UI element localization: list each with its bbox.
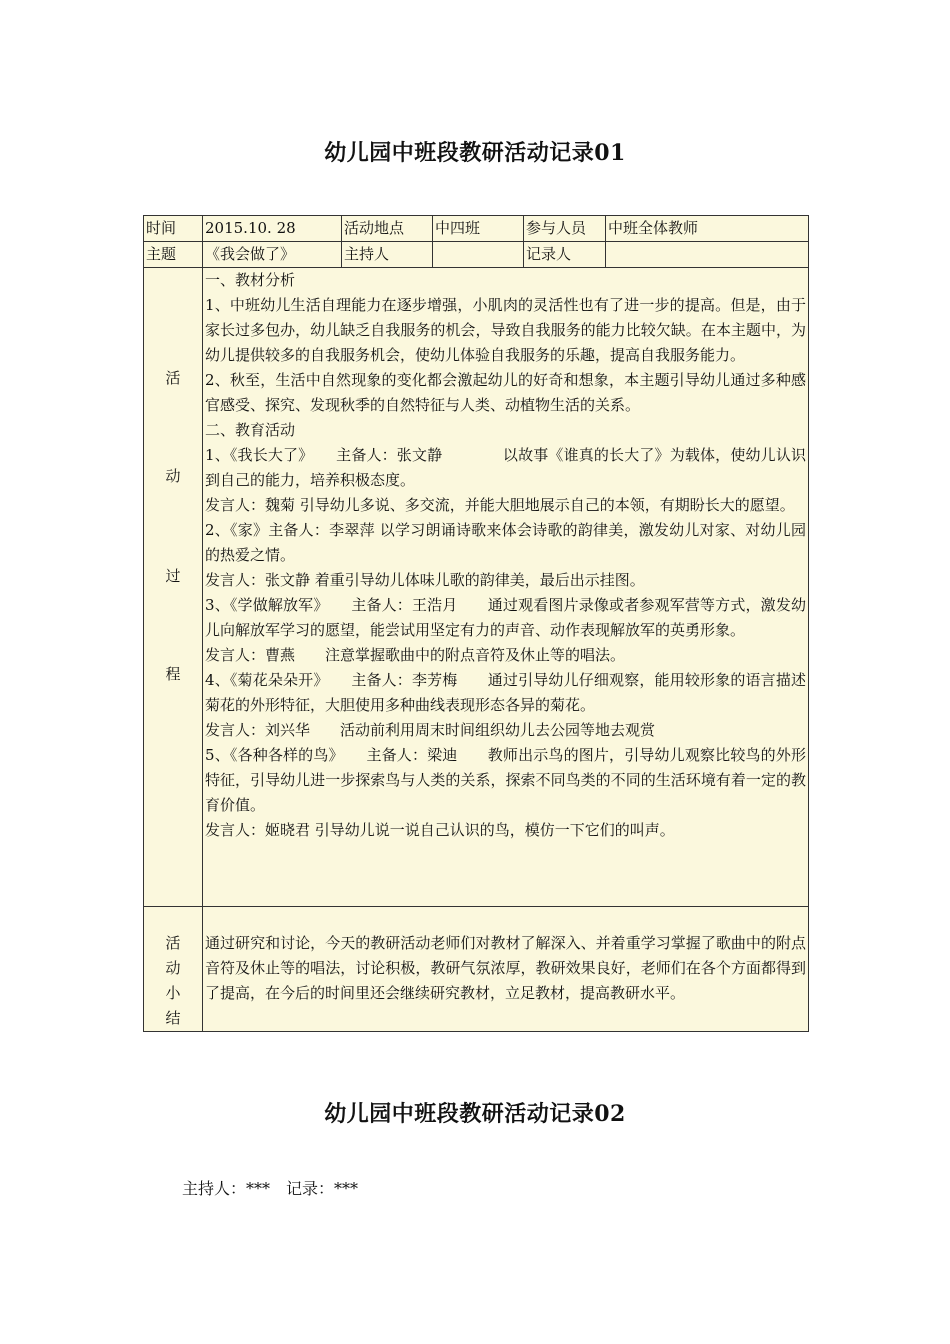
content-paragraph: 发言人：刘兴华 活动前利用周末时间组织幼儿去公园等地去观赏 (205, 721, 656, 739)
side-char: 活 (165, 934, 181, 952)
side-char: 结 (165, 1009, 181, 1027)
place-label: 活动地点 (342, 216, 433, 242)
host-value (433, 242, 524, 268)
recorder-value (606, 242, 809, 268)
table-row (144, 242, 809, 268)
host-recorder-line: 主持人：*** 记录：*** (182, 1179, 359, 1198)
content-paragraph: 二、教育活动 (205, 421, 296, 439)
time-label: 时间 (144, 216, 203, 242)
content-paragraph: 1、《我长大了》 主备人：张文静 以故事《谁真的长大了》为载体，使幼儿认识到自己的能力，培养积极态度。 (205, 446, 806, 489)
summary-side-label (144, 907, 203, 1032)
summary-content (203, 907, 809, 1032)
side-char: 活 (165, 369, 181, 387)
table-row (144, 216, 809, 242)
page-title: 幼儿园中班段教研活动记录01 (324, 140, 626, 166)
content-paragraph: 5、《各种各样的鸟》 主备人：梁迪 教师出示鸟的图片，引导幼儿观察比较鸟的外形特征，引导幼儿进一步探索鸟与人类的关系，探索不同鸟类的不同的生活环境有着一定的教育价值。 (205, 746, 806, 814)
side-char: 小 (165, 984, 181, 1002)
recorder-label: 记录人 (524, 242, 606, 268)
content-paragraph: 发言人：姬晓君 引导幼儿说一说自己认识的鸟，模仿一下它们的叫声。 (205, 821, 675, 839)
participants-label: 参与人员 (524, 216, 606, 242)
topic-label: 主题 (144, 242, 203, 268)
content-paragraph: 发言人：曹燕 注意掌握歌曲中的附点音符及休止等的唱法。 (205, 646, 626, 664)
participants-value: 中班全体教师 (606, 216, 809, 242)
content-paragraph: 发言人：张文静 着重引导幼儿体味儿歌的韵律美，最后出示挂图。 (205, 571, 645, 589)
side-char: 程 (165, 665, 181, 683)
content-paragraph: 发言人：魏菊 引导幼儿多说、多交流，并能大胆地展示自己的本领，有期盼长大的愿望。 (205, 496, 795, 514)
activity-record-table (143, 215, 809, 1032)
content-paragraph: 2、秋至，生活中自然现象的变化都会激起幼儿的好奇和想象，本主题引导幼儿通过多种感官感受、探究、发现秋季的自然特征与人类、动植物生活的关系。 (205, 371, 806, 414)
process-side-label (144, 268, 203, 907)
content-paragraph: 4、《菊花朵朵开》 主备人：李芳梅 通过引导幼儿仔细观察，能用较形象的语言描述菊花的外形特征，大胆使用多种曲线表现形态各异的菊花。 (205, 671, 806, 714)
topic-value: 《我会做了》 (203, 242, 342, 268)
content-paragraph: 1、中班幼儿生活自理能力在逐步增强，小肌肉的灵活性也有了进一步的提高。但是，由于家长过多包办，幼儿缺乏自我服务的机会，导致自我服务的能力比较欠缺。在本主题中，为幼儿提供较多的自我服务机会，使幼儿体验自我服务的乐趣，提高自我服务能力。 (205, 296, 806, 364)
place-value: 中四班 (433, 216, 524, 242)
table-row (144, 907, 809, 1032)
summary-paragraph: 通过研究和讨论，今天的教研活动老师们对教材了解深入、并着重学习掌握了歌曲中的附点音符及休止等的唱法，讨论积极，教研气氛浓厚，教研效果良好，老师们在各个方面都得到了提高，在今后的时间里还会继续研究教材，立足教材，提高教研水平。 (205, 934, 806, 1002)
content-paragraph: 一、教材分析 (205, 271, 296, 289)
content-paragraph: 3、《学做解放军》 主备人：王浩月 通过观看图片录像或者参观军营等方式，激发幼儿向解放军学习的愿望，能尝试用坚定有力的声音、动作表现解放军的英勇形象。 (205, 596, 806, 639)
host-label: 主持人 (342, 242, 433, 268)
table-row (144, 268, 809, 907)
time-value: 2015.10. 28 (203, 216, 342, 242)
side-char: 动 (165, 467, 181, 485)
second-record-title: 幼儿园中班段教研活动记录02 (324, 1101, 626, 1127)
side-char: 过 (165, 567, 181, 585)
content-paragraph: 2、《家》主备人：李翠萍 以学习朗诵诗歌来体会诗歌的韵律美，激发幼儿对家、对幼儿园的热爱之情。 (205, 521, 806, 564)
process-content (203, 268, 809, 907)
side-char: 动 (165, 959, 181, 977)
